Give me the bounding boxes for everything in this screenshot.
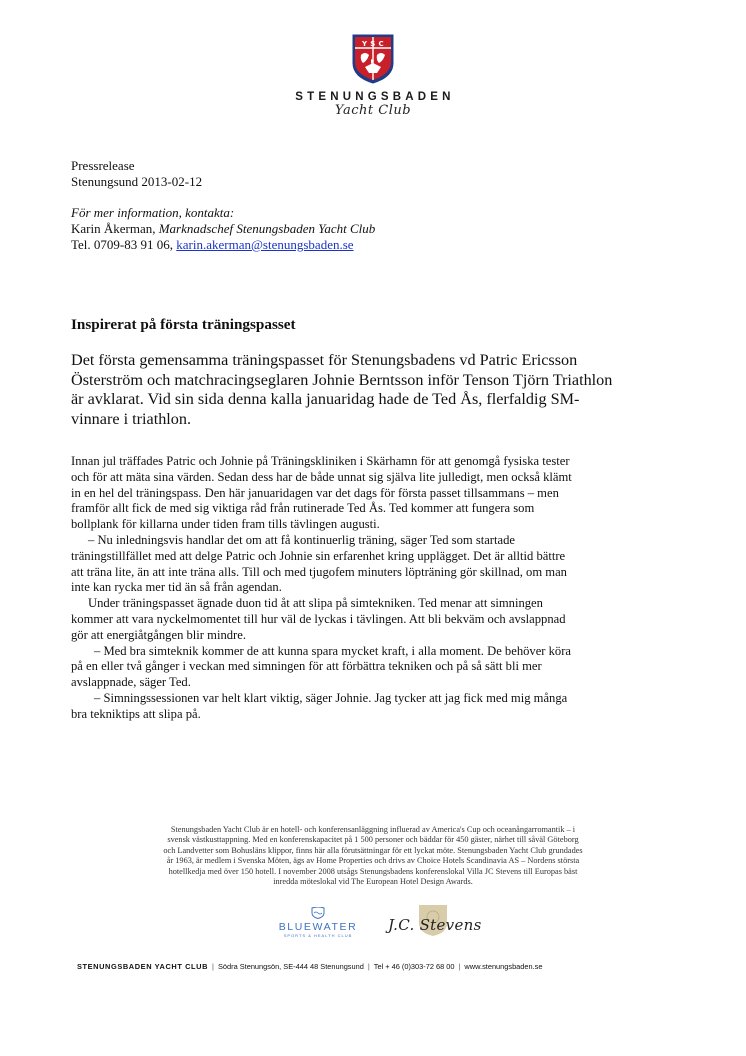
article-body (71, 454, 681, 723)
body-line: och för att mäta sina värden. Sedan dess har de både unnat sig själva lite julledigt, men också klämt (71, 469, 572, 484)
brand-name: STENUNGSBADEN (295, 91, 455, 103)
press-info (71, 158, 671, 253)
lede-line: är avklarat. Vid sin sida denna kalla januaridag hade de Ted Ås, flerfaldig SM- (71, 390, 580, 408)
footer-org: STENUNGSBADEN YACHT CLUB (77, 962, 209, 971)
bluewater-name: BLUEWATER (278, 921, 358, 933)
body-line: Innan jul träffades Patric och Johnie på Träningskliniken i Skärhamn för att genomgå fysiska tester (71, 454, 570, 468)
about-line: inredda möteslokal vid The European Hotel Design Awards. (273, 877, 473, 887)
lede-line: Det första gemensamma träningspasset för Stenungsbadens vd Patric Ericsson (71, 351, 578, 369)
separator: | (212, 962, 214, 971)
contact-intro: För mer information, kontakta: (71, 205, 235, 220)
contact-email-link[interactable]: karin.akerman@stenungsbaden.se (176, 237, 354, 252)
footer-contact-line (77, 962, 677, 971)
body-line: in en hel del träningspass. Den här januaridagen var det dags för första passet tillsammans – men (71, 485, 559, 500)
yacht-club-shield-icon (351, 33, 395, 85)
footer-phone: Tel + 46 (0)303-72 68 00 (373, 962, 455, 971)
contact-phone-email (71, 237, 671, 253)
lede-line: vinnare i triathlon. (71, 409, 192, 428)
article-headline: Inspirerat på första träningspasset (71, 316, 296, 333)
contact-role: Marknadschef Stenungsbaden Yacht Club (158, 221, 376, 236)
shield-letter-y: Y (362, 40, 368, 48)
body-line: – Med bra simteknik kommer de att kunna spara mycket kraft, i alla moment. De behöver köra (94, 643, 572, 658)
header-logo (0, 33, 746, 118)
shield-letter-s: S (370, 40, 376, 48)
body-line: inte kan rycka mer tid än så från agendan. (71, 580, 282, 595)
press-type: Pressrelease (71, 158, 135, 173)
brand-subtitle: Yacht Club (334, 103, 412, 118)
jc-stevens-name: J.C. Stevens (388, 916, 482, 934)
partner-logos (0, 903, 746, 943)
body-line: framför allt fick de med sig viktiga råd från rutinerade Ted Ås. Ted kommer att fungera som (71, 501, 535, 516)
about-line: hotellkedja med över 150 hotell. I november 2008 utsågs Stenungsbadens konferenslokal Villa JC Stevens till Europas bäst (168, 866, 578, 876)
body-line: bollplank för killarna under tiden fram tills tävlingen augusti. (71, 517, 380, 532)
about-paragraph (92, 825, 654, 887)
body-line: avslappnade, säger Ted. (71, 675, 191, 690)
body-line: bra tekniktips att slipa på. (71, 706, 201, 721)
about-line: år 1963, är medlem i Svenska Möten, ägs av Home Properties och drivs av Choice Hotels Scandinavia AS – Nordens största (166, 856, 580, 866)
contact-phone: Tel. 0709-83 91 06, (71, 237, 177, 252)
shield-letter-c: C (378, 40, 384, 48)
body-line: att träna lite, än att inte träna alls. Till och med tjugofem minuters löpträning gör skillnad, om man (71, 564, 567, 579)
lede-line: Österström och matchracingseglaren Johnie Berntsson inför Tenson Tjörn Triathlon (71, 370, 613, 389)
contact-line: Karin Åkerman, Marknadschef Stenungsbaden Yacht Club (71, 221, 376, 236)
body-line: Under träningspasset ägnade duon tid åt att slipa på simtekniken. Ted menar att simningen (88, 596, 543, 611)
bluewater-crest-icon (311, 907, 325, 919)
body-line: kommer att vara nyckelmomentet till hur väl de lyckas i tävlingen. Att bli bekväm och avslappnad (71, 611, 566, 626)
about-line: Stenungsbaden Yacht Club är en hotell- och konferensanläggning influerad av America's Cup och oceanångarromantik – i (170, 825, 576, 834)
bluewater-logo (268, 907, 368, 941)
footer-website-link[interactable]: www.stenungsbaden.se (464, 962, 543, 971)
footer-address: Södra Stenungsön, SE-444 48 Stenungsund (217, 962, 364, 971)
about-line: svensk västkusttappning. Med en konferenskapacitet på 1 500 personer och bäddar för 450 gäster, närhet till såväl Göteborg (167, 835, 579, 845)
body-line: på en eller två gånger i veckan med simningen för att förbättra tekniken och på så sätt bli mer (71, 659, 542, 674)
jc-stevens-logo (386, 903, 486, 943)
separator: | (458, 962, 461, 971)
body-line: – Simningssessionen var helt klart viktig, säger Johnie. Jag tycker att jag fick med mig många (94, 690, 568, 705)
body-line: – Nu inledningsvis handlar det om att få kontinuerlig träning, säger Ted som startade (88, 532, 515, 547)
about-line: och Landvetter som Bohusläns klippor, finns här alla förutsättningar för ett lyckat möte. Stenungsbaden Yacht Club grundades (163, 845, 583, 855)
article-lede (71, 351, 671, 429)
separator: | (367, 962, 370, 971)
bluewater-subtitle: SPORTS & HEALTH CLUB (283, 933, 353, 938)
body-line: gör att energiåtgången blir mindre. (71, 627, 246, 642)
press-place-date: Stenungsund 2013-02-12 (71, 174, 203, 189)
body-line: träningstillfället med att delge Patric och Johnie sin erfarenhet kring upplägget. Det är alltid bättre (71, 548, 566, 563)
contact-name: Karin Åkerman (71, 221, 153, 236)
